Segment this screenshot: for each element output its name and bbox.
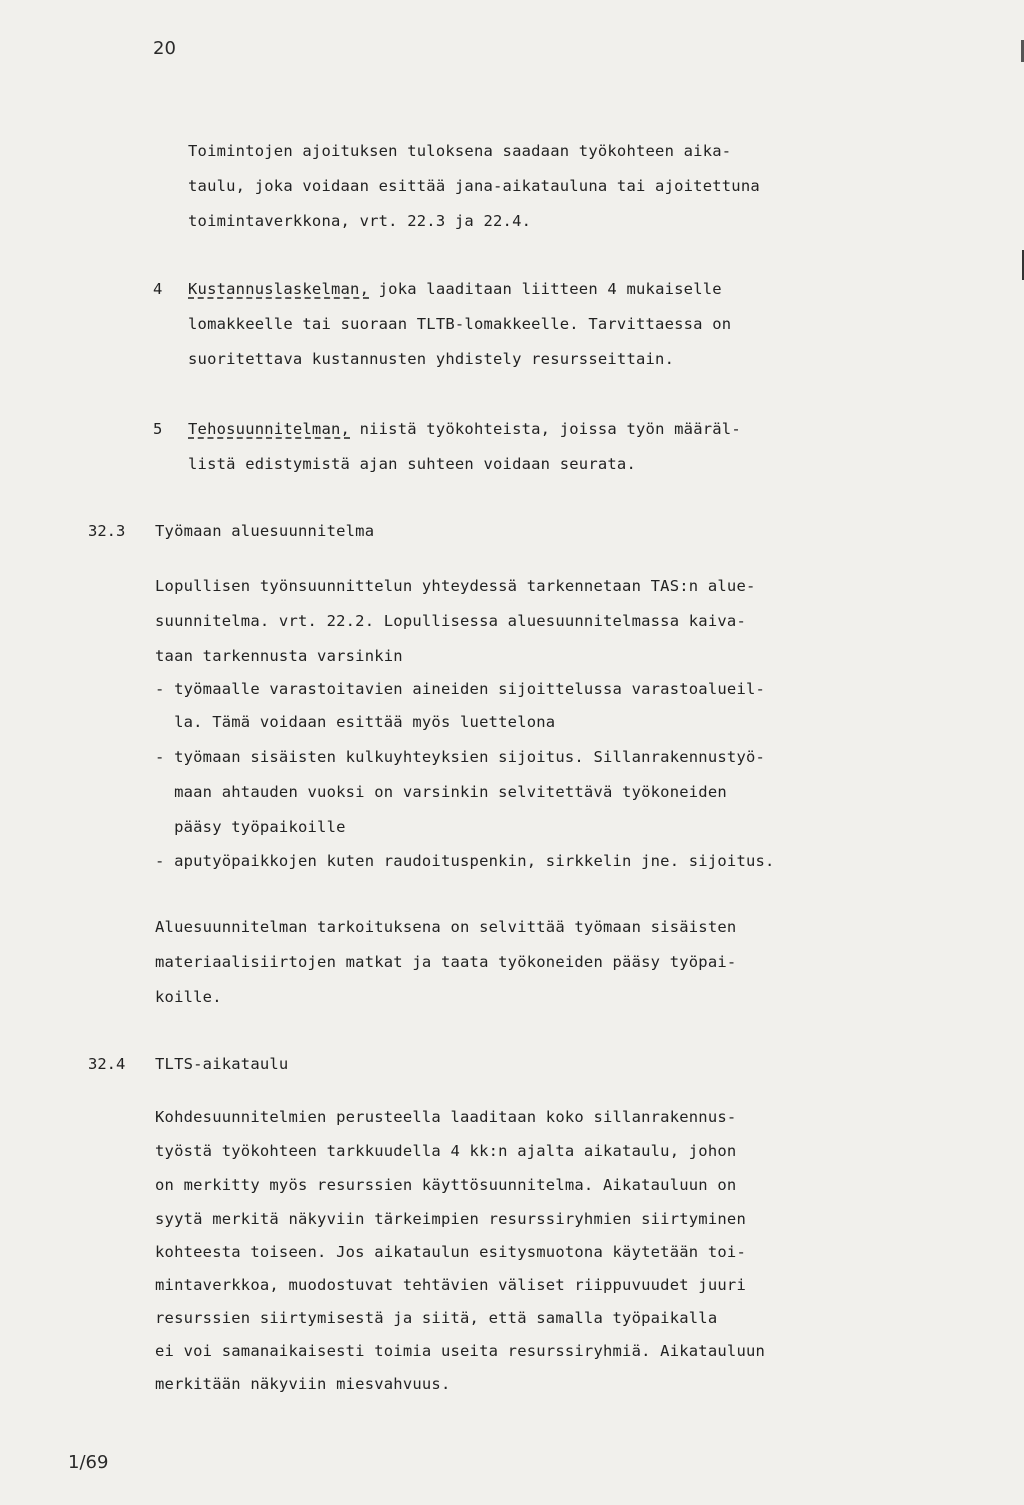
body-line: resurssien siirtymisestä ja siitä, että samalla työpaikalla (155, 1309, 718, 1327)
item5-line: listä edistymistä ajan suhteen voidaan seurata. (188, 455, 636, 473)
bullet-line: maan ahtauden vuoksi on varsinkin selvitettävä työkoneiden (155, 783, 727, 801)
body-line: työstä työkohteen tarkkuudella 4 kk:n ajalta aikataulu, johon (155, 1142, 737, 1160)
body-line: suunnitelma. vrt. 22.2. Lopullisessa aluesuunnitelmassa kaiva- (155, 612, 746, 630)
body-line: materiaalisiirtojen matkat ja taata työkoneiden pääsy työpai- (155, 953, 737, 971)
body-line: on merkitty myös resurssien käyttösuunnitelma. Aikatauluun on (155, 1176, 737, 1194)
item4-line: lomakkeelle tai suoraan TLTB-lomakkeelle. Tarvittaessa on (188, 315, 732, 333)
bullet-line: - aputyöpaikkojen kuten raudoituspenkin, sirkkelin jne. sijoitus. (155, 852, 775, 870)
item-number: 5 (153, 420, 163, 438)
item4-first-line (188, 280, 722, 298)
section-number: 32.4 (88, 1055, 126, 1073)
item-number: 4 (153, 280, 163, 298)
body-line: Kohdesuunnitelmien perusteella laaditaan koko sillanrakennus- (155, 1108, 737, 1126)
intro-line: Toimintojen ajoituksen tuloksena saadaan työkohteen aika- (188, 142, 732, 160)
item4-first-rest: joka laaditaan liitteen 4 mukaiselle (369, 280, 722, 298)
item5-first-line (188, 420, 741, 438)
body-line: merkitään näkyviin miesvahvuus. (155, 1375, 451, 1393)
footer-code: 1/69 (68, 1452, 109, 1473)
section-title: TLTS-aikataulu (155, 1055, 289, 1073)
body-line: syytä merkitä näkyviin tärkeimpien resurssiryhmien siirtyminen (155, 1210, 746, 1228)
body-line: taan tarkennusta varsinkin (155, 647, 403, 665)
item4-term: Kustannuslaskelman, (188, 280, 370, 298)
item5-first-rest: niistä työkohteista, joissa työn määräl- (350, 420, 741, 438)
body-line: koille. (155, 988, 222, 1006)
page-number: 20 (153, 38, 176, 59)
bullet-line: - työmaalle varastoitavien aineiden sijoittelussa varastoalueil- (155, 680, 766, 698)
body-line: Aluesuunnitelman tarkoituksena on selvittää työmaan sisäisten (155, 918, 737, 936)
item4-line: suoritettava kustannusten yhdistely resursseittain. (188, 350, 675, 368)
body-line: kohteesta toiseen. Jos aikataulun esitysmuotona käytetään toi- (155, 1243, 746, 1261)
bullet-line: - työmaan sisäisten kulkuyhteyksien sijoitus. Sillanrakennustyö- (155, 748, 766, 766)
item5-term: Tehosuunnitelman, (188, 420, 351, 438)
bullet-line: pääsy työpaikoille (155, 818, 346, 836)
body-line: mintaverkkoa, muodostuvat tehtävien väliset riippuvuudet juuri (155, 1276, 746, 1294)
body-line: ei voi samanaikaisesti toimia useita resurssiryhmiä. Aikatauluun (155, 1342, 766, 1360)
section-title: Työmaan aluesuunnitelma (155, 522, 375, 540)
section-number: 32.3 (88, 522, 126, 540)
body-line: Lopullisen työnsuunnittelun yhteydessä tarkennetaan TAS:n alue- (155, 577, 756, 595)
bullet-line: la. Tämä voidaan esittää myös luettelona (155, 713, 556, 731)
intro-line: taulu, joka voidaan esittää jana-aikatauluna tai ajoitettuna (188, 177, 760, 195)
intro-line: toimintaverkkona, vrt. 22.3 ja 22.4. (188, 212, 532, 230)
